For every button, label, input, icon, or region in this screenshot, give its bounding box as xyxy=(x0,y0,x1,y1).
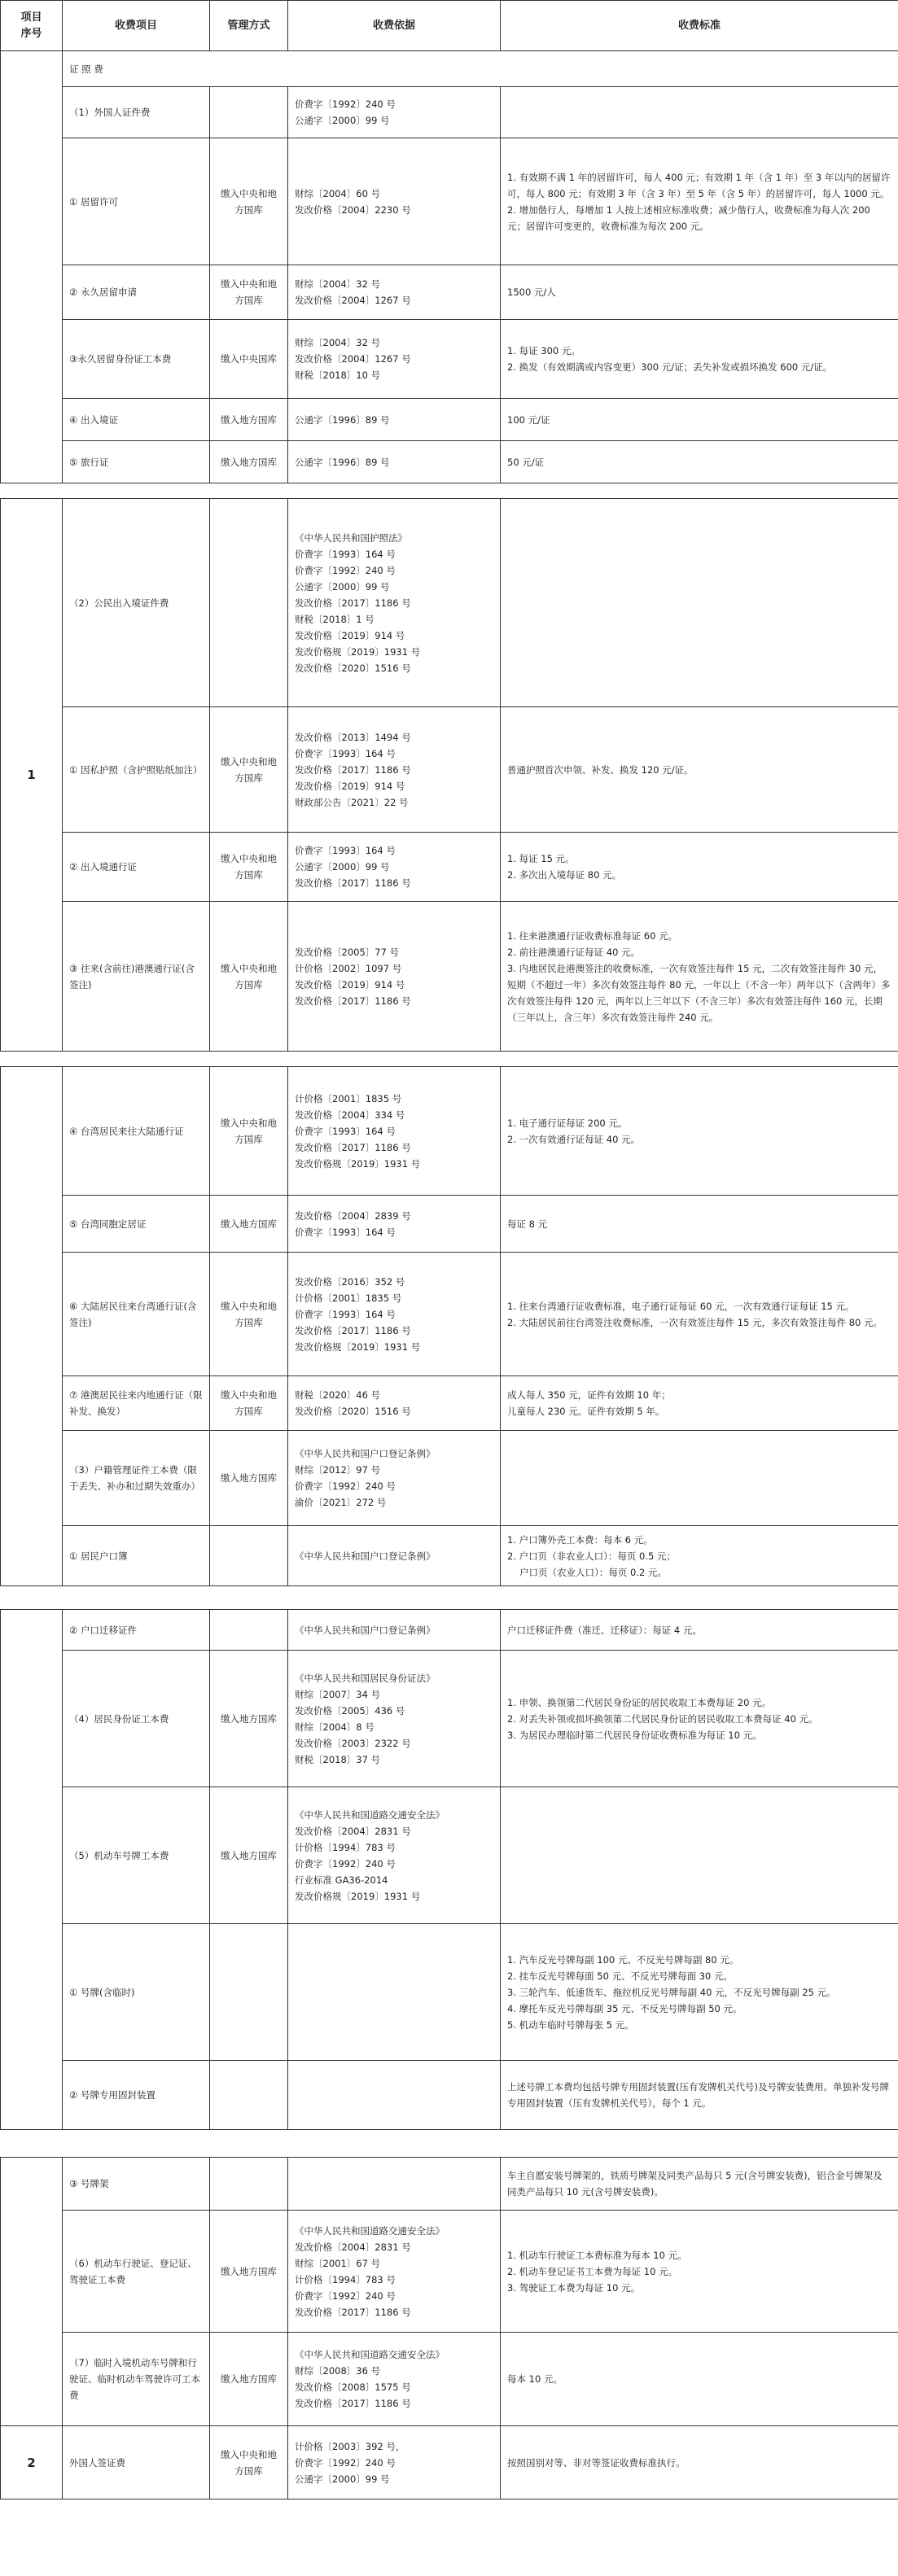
basis-line: 发改价格〔2020〕1516 号 xyxy=(295,662,411,674)
table-row xyxy=(1,1787,898,1924)
standard-line: 100 元/证 xyxy=(507,413,550,426)
standard-line: 1. 申领、换领第二代居民身份证的居民收取工本费每证 20 元。 xyxy=(507,1696,772,1708)
basis-line: 价费字〔1993〕164 号 xyxy=(295,1226,396,1238)
table-row xyxy=(1,2333,898,2426)
fee-standard xyxy=(501,833,898,902)
basis-line: 发改价格规〔2019〕1931 号 xyxy=(295,1890,421,1902)
header-basis: 收费依据 xyxy=(288,1,501,51)
management-method: 缴入地方国库 xyxy=(210,1787,288,1924)
standard-line: 1. 户口簿外壳工本费：每本 6 元。 xyxy=(507,1533,653,1546)
management-method xyxy=(210,2061,288,2130)
fee-standard xyxy=(501,2333,898,2426)
fee-standard xyxy=(501,2158,898,2211)
fee-standard xyxy=(501,2061,898,2130)
standard-line: 3. 驾驶证工本费为每证 10 元。 xyxy=(507,2281,641,2294)
fee-basis xyxy=(288,1787,501,1924)
standard-line: 1500 元/人 xyxy=(507,286,556,298)
basis-line: 发改价格〔2017〕1186 号 xyxy=(295,995,411,1007)
management-method: 缴入地方国库 xyxy=(210,1651,288,1787)
table-block-1 xyxy=(0,0,898,483)
standard-line: 2. 增加偕行人，每增加 1 人按上述相应标准收费；减少偕行人，收费标准为每人次 200 元；居留许可变更的，收费标准为每次 200 元。 xyxy=(507,203,870,232)
standard-line: 上述号牌工本费均包括号牌专用固封装置(压有发牌机关代号)及号牌安装费用。单独补发号牌专用固封装置（压有发牌机关代号），每个 1 元。 xyxy=(507,2081,889,2109)
table-block-2 xyxy=(0,498,898,1052)
basis-line: 公通字〔2000〕99 号 xyxy=(295,580,390,593)
basis-line: 发改价格〔2013〕1494 号 xyxy=(295,731,411,743)
basis-line: 价费字〔1992〕240 号 xyxy=(295,2456,396,2469)
fee-standard xyxy=(501,2426,898,2499)
standard-line: 5. 机动车临时号牌每张 5 元。 xyxy=(507,2018,634,2031)
basis-line: 发改价格〔2005〕436 号 xyxy=(295,1704,405,1717)
basis-line: 价费字〔1993〕164 号 xyxy=(295,548,396,560)
fee-item-name: （5）机动车号牌工本费 xyxy=(63,1787,210,1924)
basis-line: 发改价格〔2017〕1186 号 xyxy=(295,763,411,776)
basis-line: 《中华人民共和国户口登记条例》 xyxy=(295,1624,436,1636)
basis-line: 财综〔2001〕67 号 xyxy=(295,2257,381,2269)
basis-line: 《中华人民共和国道路交通安全法》 xyxy=(295,2224,445,2237)
fee-item-name: 外国人签证费 xyxy=(63,2426,210,2499)
basis-line: 发改价格〔2019〕914 号 xyxy=(295,780,405,792)
management-method: 缴入中央和地方国库 xyxy=(210,1067,288,1196)
fee-basis xyxy=(288,2158,501,2211)
fee-standard xyxy=(501,2211,898,2333)
table-row xyxy=(1,1431,898,1526)
basis-line: 公通字〔2000〕99 号 xyxy=(295,861,390,873)
table-row xyxy=(1,499,898,707)
basis-line: 发改价格〔2020〕1516 号 xyxy=(295,1406,411,1417)
fee-basis xyxy=(288,1067,501,1196)
header-std: 收费标准 xyxy=(501,1,898,51)
table-row xyxy=(1,2158,898,2211)
management-method: 缴入地方国库 xyxy=(210,1431,288,1526)
basis-line: 发改价格〔2003〕2322 号 xyxy=(295,1737,411,1749)
basis-line: 价费字〔1993〕164 号 xyxy=(295,1308,396,1320)
management-method: 缴入地方国库 xyxy=(210,2333,288,2426)
management-method: 缴入中央和地方国库 xyxy=(210,2426,288,2499)
fee-standard xyxy=(501,1651,898,1787)
basis-line: 渝价〔2021〕272 号 xyxy=(295,1497,387,1508)
fee-item-name: ② 出入境通行证 xyxy=(63,833,210,902)
fee-basis xyxy=(288,265,501,320)
fee-standard xyxy=(501,1924,898,2061)
management-method: 缴入地方国库 xyxy=(210,1196,288,1253)
fee-basis xyxy=(288,2426,501,2499)
basis-line: 发改价格规〔2019〕1931 号 xyxy=(295,645,421,658)
basis-line: 发改价格〔2004〕1267 号 xyxy=(295,295,411,306)
fee-item-name: （7）临时入境机动车号牌和行驶证、临时机动车驾驶许可工本费 xyxy=(63,2333,210,2426)
fee-item-name: ⑦ 港澳居民往来内地通行证（限补发、换发） xyxy=(63,1376,210,1431)
fee-item-name: ④ 台湾居民来往大陆通行证 xyxy=(63,1067,210,1196)
fee-item-name: ① 居留许可 xyxy=(63,138,210,265)
table-row xyxy=(1,1610,898,1651)
management-method: 缴入地方国库 xyxy=(210,399,288,441)
management-method: 缴入地方国库 xyxy=(210,2211,288,2333)
management-method xyxy=(210,2158,288,2211)
fee-basis xyxy=(288,138,501,265)
standard-line: 50 元/证 xyxy=(507,456,545,468)
fee-basis xyxy=(288,1924,501,2061)
fee-basis xyxy=(288,2211,501,2333)
standard-line: 3. 为居民办理临时第二代居民身份证收费标准为每证 10 元。 xyxy=(507,1729,762,1741)
fee-item-name: ① 居民户口簿 xyxy=(63,1526,210,1586)
management-method xyxy=(210,87,288,138)
standard-line: 1. 往来台湾通行证收费标准，电子通行证每证 60 元，一次有效通行证每证 15 元。 xyxy=(507,1300,855,1312)
standard-line: 1. 有效期不满 1 年的居留许可，每人 400 元；有效期 1 年（含 1 年）至 3 年以内的居留许可，每人 800 元；有效期 3 年（含 3 年）至 5 年（含 5 年）的居留许可，每人 1000 元。 xyxy=(507,171,891,199)
standard-line: 2. 一次有效通行证每证 40 元。 xyxy=(507,1133,641,1145)
fee-item-name: ④ 出入境证 xyxy=(63,399,210,441)
fee-basis xyxy=(288,833,501,902)
standard-line: 4. 摩托车反光号牌每副 35 元、不反光号牌每副 50 元。 xyxy=(507,2002,742,2014)
standard-line: 按照国别对等、非对等签证收费标准执行。 xyxy=(507,2456,686,2469)
basis-line: 财税〔2018〕1 号 xyxy=(295,613,375,625)
standard-line: 3. 内地居民赴港澳签注的收费标准，一次有效签注每件 15 元，二次有效签注每件 30 元，短期（不超过一年）多次有效签注每件 80 元，一年以上（不含一年）两年以下（含两年）多次有效签注每件 120 元，两年以上三年以下（不含三年）多次有效签注每件 160 元，长期（三年以上，含三年）多次有效签注每件 240 元。 xyxy=(507,962,891,1023)
table-row xyxy=(1,902,898,1052)
table-row xyxy=(1,1196,898,1253)
table-row xyxy=(1,833,898,902)
fee-standard xyxy=(501,1526,898,1586)
basis-line: 发改价格〔2004〕1267 号 xyxy=(295,353,411,365)
basis-line: 价费字〔1993〕164 号 xyxy=(295,845,396,856)
management-method xyxy=(210,1610,288,1651)
basis-line: 价费字〔1993〕164 号 xyxy=(295,1125,396,1137)
management-method xyxy=(210,1924,288,2061)
item-number-2: 2 xyxy=(1,2426,63,2499)
fee-item-name: ② 号牌专用固封装置 xyxy=(63,2061,210,2130)
basis-line: 计价格〔2001〕1835 号 xyxy=(295,1292,402,1304)
fee-item-name: ⑥ 大陆居民往来台湾通行证(含签注) xyxy=(63,1253,210,1376)
basis-line: 发改价格〔2017〕1186 号 xyxy=(295,1324,411,1336)
basis-line: 发改价格〔2004〕2831 号 xyxy=(295,1825,411,1837)
fee-standard xyxy=(501,1431,898,1526)
item-no-cell xyxy=(1,1610,63,2130)
fee-standard xyxy=(501,902,898,1052)
item-no-cell xyxy=(1,51,63,483)
fee-item-name: ⑤ 旅行证 xyxy=(63,441,210,483)
basis-line: 财综〔2004〕60 号 xyxy=(295,187,381,199)
standard-line: 户口迁移证件费（准迁、迁移证）：每证 4 元。 xyxy=(507,1624,702,1636)
management-method: 缴入中央和地方国库 xyxy=(210,1253,288,1376)
basis-line: 计价格〔2002〕1097 号 xyxy=(295,962,402,974)
basis-line: 价费字〔1992〕240 号 xyxy=(295,564,396,576)
basis-line: 公通字〔1996〕89 号 xyxy=(295,413,390,426)
basis-line: 行业标准 GA36-2014 xyxy=(295,1874,388,1886)
basis-line: 财综〔2007〕34 号 xyxy=(295,1688,381,1700)
table-row xyxy=(1,1526,898,1586)
item-no-cell xyxy=(1,1067,63,1586)
standard-line: 1. 机动车行驶证工本费标准为每本 10 元。 xyxy=(507,2249,687,2261)
basis-line: 发改价格〔2017〕1186 号 xyxy=(295,2398,411,2409)
standard-line: 普通护照首次申领、补发、换发 120 元/证。 xyxy=(507,763,694,776)
basis-line: 发改价格〔2019〕914 号 xyxy=(295,978,405,991)
basis-line: 《中华人民共和国道路交通安全法》 xyxy=(295,1808,445,1821)
basis-line: 发改价格〔2017〕1186 号 xyxy=(295,877,411,889)
basis-line: 发改价格〔2017〕1186 号 xyxy=(295,2306,411,2318)
standard-line: 1. 往来港澳通行证收费标准每证 60 元。 xyxy=(507,929,678,942)
fee-basis xyxy=(288,707,501,833)
fee-standard xyxy=(501,87,898,138)
management-method: 缴入中央和地方国库 xyxy=(210,902,288,1052)
basis-line: 财综〔2004〕32 号 xyxy=(295,278,381,290)
standard-line: 1. 电子通行证每证 200 元。 xyxy=(507,1117,628,1129)
header-mgmt: 管理方式 xyxy=(210,1,288,51)
basis-line: 财综〔2004〕32 号 xyxy=(295,337,381,348)
management-method: 缴入中央和地方国库 xyxy=(210,833,288,902)
fee-standard xyxy=(501,1610,898,1651)
fee-item-name: ⑤ 台湾同胞定居证 xyxy=(63,1196,210,1253)
table-row xyxy=(1,1376,898,1431)
fee-basis xyxy=(288,1651,501,1787)
item-no-cell xyxy=(1,2158,63,2426)
fee-basis xyxy=(288,2333,501,2426)
fee-standard xyxy=(501,265,898,320)
fee-item-name: （1）外国人证件费 xyxy=(63,87,210,138)
standard-line: 2. 前往港澳通行证每证 40 元。 xyxy=(507,946,641,958)
standard-line: 2. 对丢失补领或损坏换领第二代居民身份证的居民收取工本费每证 40 元。 xyxy=(507,1712,818,1725)
fee-basis xyxy=(288,1253,501,1376)
basis-line: 计价格〔1994〕783 号 xyxy=(295,2273,396,2285)
basis-line: 价费字〔1993〕164 号 xyxy=(295,747,396,759)
fee-standard xyxy=(501,138,898,265)
fee-standard xyxy=(501,399,898,441)
basis-line: 计价格〔1994〕783 号 xyxy=(295,1841,396,1853)
section-title: 证 照 费 xyxy=(63,51,898,87)
fee-standard xyxy=(501,499,898,707)
fee-item-name: （6）机动车行驶证、登记证、驾驶证工本费 xyxy=(63,2211,210,2333)
fee-basis xyxy=(288,87,501,138)
table-block-4 xyxy=(0,1609,898,2130)
table-row xyxy=(1,707,898,833)
table-row xyxy=(1,441,898,483)
management-method: 缴入中央和地方国库 xyxy=(210,1376,288,1431)
basis-line: 发改价格〔2017〕1186 号 xyxy=(295,1141,411,1153)
table-row xyxy=(1,1924,898,2061)
basis-line: 发改价格〔2005〕77 号 xyxy=(295,946,400,958)
fee-item-name: ② 永久居留申请 xyxy=(63,265,210,320)
fee-standard xyxy=(501,1787,898,1924)
fee-basis xyxy=(288,1376,501,1431)
fee-basis xyxy=(288,499,501,707)
basis-line: 发改价格规〔2019〕1931 号 xyxy=(295,1157,421,1170)
table-row xyxy=(1,265,898,320)
fee-standard xyxy=(501,707,898,833)
standard-line: 2. 户口页（非农业人口）：每页 0.5 元； xyxy=(507,1550,676,1562)
standard-line: 2. 机动车登记证书工本费为每证 10 元。 xyxy=(507,2265,678,2277)
standard-line: 2. 多次出入境每证 80 元。 xyxy=(507,869,622,881)
basis-line: 财税〔2020〕46 号 xyxy=(295,1389,381,1401)
item-number-1: 1 xyxy=(1,499,63,1052)
fee-standard xyxy=(501,1376,898,1431)
fee-standard xyxy=(501,320,898,399)
management-method: 缴入中央和地方国库 xyxy=(210,138,288,265)
fee-basis xyxy=(288,320,501,399)
fee-standard xyxy=(501,1067,898,1196)
basis-line: 发改价格〔2008〕1575 号 xyxy=(295,2381,411,2393)
basis-line: 发改价格〔2004〕2831 号 xyxy=(295,2241,411,2253)
basis-line: 发改价格〔2016〕352 号 xyxy=(295,1275,405,1288)
fee-item-name: （3）户籍管理证件工本费（限于丢失、补办和过期失效重办） xyxy=(63,1431,210,1526)
header-item: 收费项目 xyxy=(63,1,210,51)
standard-line: 儿童每人 230 元。证件有效期 5 年。 xyxy=(507,1406,665,1417)
standard-line: 每本 10 元。 xyxy=(507,2373,563,2385)
basis-line: 财税〔2018〕10 号 xyxy=(295,370,381,381)
table-row xyxy=(1,1067,898,1196)
basis-line: 计价格〔2003〕392 号， xyxy=(295,2440,405,2452)
management-method xyxy=(210,1526,288,1586)
fee-basis xyxy=(288,2061,501,2130)
table-row xyxy=(1,138,898,265)
fee-item-name: ① 号牌(含临时) xyxy=(63,1924,210,2061)
fee-basis xyxy=(288,1431,501,1526)
fee-basis xyxy=(288,1196,501,1253)
standard-line: 2. 大陆居民前往台湾签注收费标准，一次有效签注每件 15 元，多次有效签注每件 80 元。 xyxy=(507,1316,883,1328)
table-row xyxy=(1,87,898,138)
basis-line: 财税〔2018〕37 号 xyxy=(295,1753,381,1765)
fee-item-name: ③ 号牌架 xyxy=(63,2158,210,2211)
basis-line: 价费字〔1992〕240 号 xyxy=(295,98,396,110)
table-row xyxy=(1,2061,898,2130)
fee-basis xyxy=(288,902,501,1052)
fee-item-name: ③ 往来(含前往)港澳通行证(含签注) xyxy=(63,902,210,1052)
fee-standard xyxy=(501,441,898,483)
table-row xyxy=(1,320,898,399)
fee-basis xyxy=(288,399,501,441)
table-block-3 xyxy=(0,1066,898,1586)
fee-standard xyxy=(501,1196,898,1253)
fee-item-name: ① 因私护照（含护照贴纸加注） xyxy=(63,707,210,833)
fee-standard xyxy=(501,1253,898,1376)
basis-line: 发改价格〔2017〕1186 号 xyxy=(295,597,411,609)
basis-line: 财政部公告〔2021〕22 号 xyxy=(295,796,409,808)
management-method: 缴入中央和地方国库 xyxy=(210,707,288,833)
basis-line: 《中华人民共和国居民身份证法》 xyxy=(295,1672,436,1684)
basis-line: 财综〔2004〕8 号 xyxy=(295,1721,375,1733)
basis-line: 发改价格〔2004〕334 号 xyxy=(295,1109,405,1121)
basis-line: 公通字〔2000〕99 号 xyxy=(295,2473,390,2485)
table-block-5 xyxy=(0,2157,898,2499)
standard-line: 1. 每证 15 元。 xyxy=(507,853,575,864)
standard-line: 户口页（农业人口）：每页 0.2 元。 xyxy=(507,1566,668,1578)
basis-line: 价费字〔1992〕240 号 xyxy=(295,2290,396,2302)
fee-item-name: ② 户口迁移证件 xyxy=(63,1610,210,1651)
basis-line: 公通字〔1996〕89 号 xyxy=(295,456,390,468)
fee-basis xyxy=(288,1610,501,1651)
standard-line: 2. 挂车反光号牌每面 50 元、不反光号牌每面 30 元。 xyxy=(507,1970,734,1982)
standard-line: 1. 汽车反光号牌每副 100 元、不反光号牌每副 80 元。 xyxy=(507,1953,739,1966)
basis-line: 《中华人民共和国户口登记条例》 xyxy=(295,1550,436,1562)
management-method xyxy=(210,499,288,707)
basis-line: 发改价格〔2004〕2230 号 xyxy=(295,203,411,216)
standard-line: 成人每人 350 元，证件有效期 10 年； xyxy=(507,1389,671,1401)
basis-line: 《中华人民共和国护照法》 xyxy=(295,531,407,544)
fee-item-name: （2）公民出入境证件费 xyxy=(63,499,210,707)
standard-line: 每证 8 元 xyxy=(507,1218,548,1230)
basis-line: 发改价格〔2019〕914 号 xyxy=(295,629,405,641)
table-row xyxy=(1,399,898,441)
basis-line: 发改价格〔2004〕2839 号 xyxy=(295,1209,411,1222)
standard-line: 1. 每证 300 元。 xyxy=(507,345,580,356)
table-row xyxy=(1,1651,898,1787)
fee-item-name: （4）居民身份证工本费 xyxy=(63,1651,210,1787)
basis-line: 财综〔2012〕97 号 xyxy=(295,1464,381,1476)
basis-line: 《中华人民共和国道路交通安全法》 xyxy=(295,2349,445,2360)
table-row xyxy=(1,2211,898,2333)
fee-basis xyxy=(288,441,501,483)
standard-line: 2. 换发（有效期满或内容变更）300 元/证；丢失补发或损坏换发 600 元/证。 xyxy=(507,361,833,373)
basis-line: 价费字〔1992〕240 号 xyxy=(295,1480,396,1492)
fee-item-name: ③永久居留身份证工本费 xyxy=(63,320,210,399)
basis-line: 价费字〔1992〕240 号 xyxy=(295,1857,396,1870)
management-method: 缴入地方国库 xyxy=(210,441,288,483)
table-row xyxy=(1,1253,898,1376)
management-method: 缴入中央国库 xyxy=(210,320,288,399)
header-no: 项目 序号 xyxy=(1,1,63,51)
standard-line: 车主自愿安装号牌架的，铁质号牌架及同类产品每只 5 元(含号牌安装费)，铝合金号牌架及同类产品每只 10 元(含号牌安装费)。 xyxy=(507,2170,883,2198)
standard-line: 3. 三轮汽车、低速货车、拖拉机反光号牌每副 40 元，不反光号牌每副 25 元。 xyxy=(507,1986,836,1998)
fee-basis xyxy=(288,1526,501,1586)
basis-line: 计价格〔2001〕1835 号 xyxy=(295,1092,402,1104)
basis-line: 财综〔2008〕36 号 xyxy=(295,2365,381,2377)
basis-line: 公通字〔2000〕99 号 xyxy=(295,115,390,126)
table-row xyxy=(1,2426,898,2499)
management-method: 缴入中央和地方国库 xyxy=(210,265,288,320)
basis-line: 发改价格规〔2019〕1931 号 xyxy=(295,1340,421,1353)
basis-line: 《中华人民共和国户口登记条例》 xyxy=(295,1448,436,1459)
